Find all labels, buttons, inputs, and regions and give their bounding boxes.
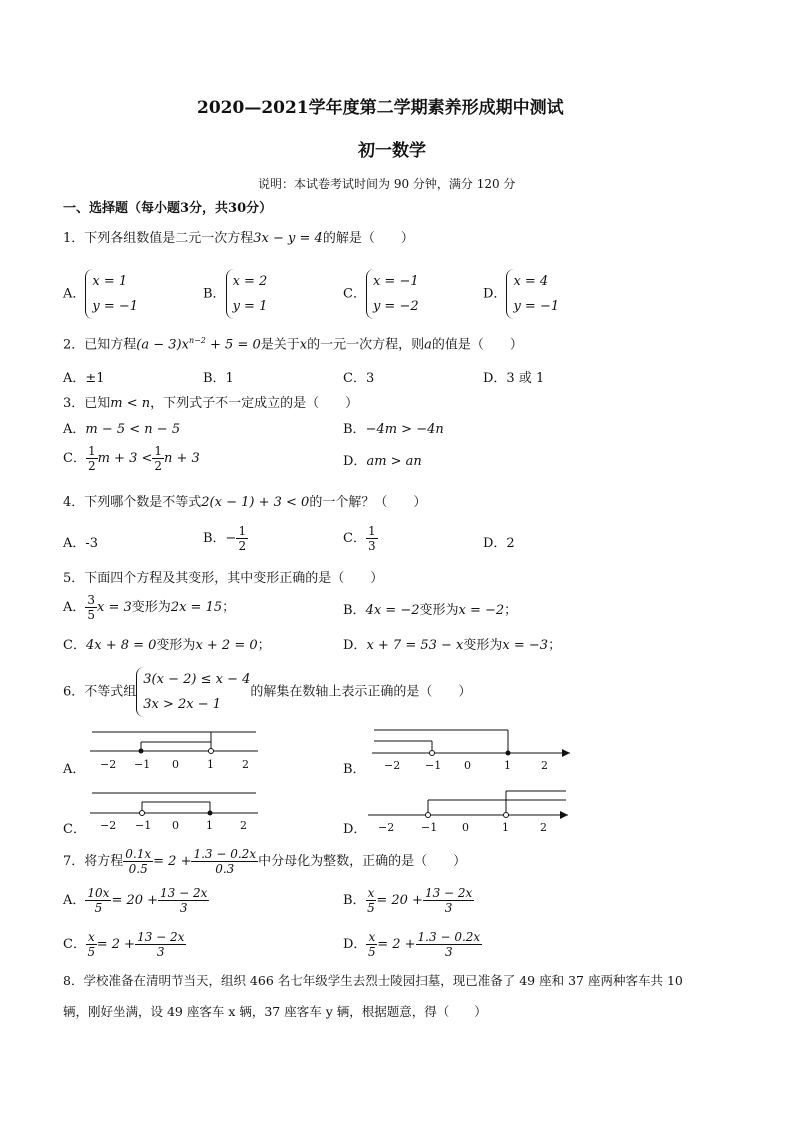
q3-option-a-expr: m − 5 < n − 5 bbox=[85, 422, 181, 437]
q5-option-c-label: C． bbox=[63, 638, 86, 653]
q5-b-eq: 4x = −2 bbox=[365, 603, 420, 618]
q7-b-num1: x bbox=[367, 886, 375, 900]
q3-stem-a: 3．已知 bbox=[63, 396, 111, 411]
q7-frac2-num: 1.3 − 0.2x bbox=[193, 847, 257, 861]
tick-label: −2 bbox=[100, 758, 117, 771]
q2-var-a: a bbox=[424, 337, 432, 353]
q7-b-den2: 3 bbox=[444, 901, 453, 915]
q3-option-b bbox=[343, 423, 444, 436]
q4-stem-a: 4．下列哪个数是不等式 bbox=[63, 495, 202, 510]
q3-condition: m < n bbox=[110, 396, 151, 411]
q5-a-num: 3 bbox=[87, 593, 96, 607]
q6-line-2: 3x > 2x − 1 bbox=[143, 697, 222, 712]
q5-c-text: 变形为 bbox=[156, 638, 196, 653]
q5-option-b bbox=[343, 604, 517, 617]
number-line-a-ticks bbox=[100, 758, 249, 771]
q4-b-den: 2 bbox=[238, 539, 247, 553]
q7-d-num2: 1.3 − 0.2x bbox=[417, 930, 481, 944]
q6-option-c-label: C． bbox=[63, 822, 86, 837]
q1-a-y: y = −1 bbox=[92, 299, 139, 314]
q6-option-a-label: A． bbox=[63, 762, 86, 777]
q3-c-frac2-den: 2 bbox=[154, 459, 163, 473]
tick-label: 1 bbox=[207, 758, 214, 771]
q3-c-frac1-num: 1 bbox=[87, 444, 96, 458]
q3-option-b-label: B． bbox=[343, 422, 366, 437]
tick-label: −1 bbox=[135, 819, 152, 832]
q2-stem-d: 的值是（ ） bbox=[431, 337, 523, 353]
q3-option-d bbox=[343, 455, 422, 468]
q7-option-a bbox=[63, 887, 209, 914]
q7-d-mid: = 2 + bbox=[377, 937, 416, 952]
q7-b-den1: 5 bbox=[367, 901, 375, 915]
q7-c-mid: = 2 + bbox=[96, 937, 136, 952]
tick-label: 1 bbox=[502, 821, 509, 834]
q5-d-text: 变形为 bbox=[463, 638, 503, 653]
q1-stem-a: 1．下列各组数值是二元一次方程 bbox=[63, 231, 254, 246]
q5-c-eq: 4x + 8 = 0 bbox=[85, 638, 157, 653]
q4-b-num: 1 bbox=[238, 524, 247, 538]
tick-label: −2 bbox=[378, 821, 395, 834]
q3-option-c-left: m + 3 < bbox=[97, 451, 153, 466]
tick-label: −2 bbox=[384, 759, 401, 772]
q5-a-result: 2x = 15 bbox=[170, 600, 223, 615]
tick-label: 1 bbox=[206, 819, 213, 832]
q5-b-end: ； bbox=[504, 603, 518, 618]
q4-option-c bbox=[343, 525, 378, 552]
q5-a-den: 5 bbox=[87, 608, 96, 622]
question-7-stem bbox=[63, 848, 466, 875]
number-line-d bbox=[366, 786, 581, 838]
question-1-stem bbox=[63, 232, 414, 245]
exam-title: 2020—2021学年度第二学期素养形成期中测试 bbox=[197, 98, 564, 118]
q7-stem-b: 中分母化为整数，正确的是（ ） bbox=[258, 854, 467, 869]
q2-option-c: C．3 bbox=[343, 371, 375, 386]
q1-option-c bbox=[343, 269, 419, 319]
q7-c-num2: 13 − 2x bbox=[137, 930, 185, 944]
q1-option-b bbox=[203, 269, 267, 319]
q5-option-a bbox=[63, 594, 235, 621]
q7-frac1-den: 0.5 bbox=[128, 862, 148, 876]
tick-label: −1 bbox=[421, 821, 438, 834]
q7-c-den2: 3 bbox=[156, 945, 165, 959]
q7-a-mid: = 20 + bbox=[111, 893, 159, 908]
q2-stem-a: 2．已知方程 bbox=[63, 337, 137, 353]
q4-option-c-label: C． bbox=[343, 531, 366, 546]
q7-option-c bbox=[63, 931, 186, 958]
q2-option-a: A．±1 bbox=[63, 371, 105, 386]
question-4-stem bbox=[63, 496, 426, 509]
q7-a-den1: 5 bbox=[94, 901, 103, 915]
q2-option-b: B．1 bbox=[203, 371, 234, 386]
q1-b-x: x = 2 bbox=[232, 274, 268, 289]
number-line-c-ticks bbox=[100, 819, 247, 832]
q1-option-d-label: D． bbox=[483, 286, 507, 302]
tick-label: −1 bbox=[134, 758, 151, 771]
q4-inequality: 2(x − 1) + 3 < 0 bbox=[201, 495, 310, 510]
q4-c-num: 1 bbox=[367, 524, 376, 538]
q7-a-num2: 13 − 2x bbox=[160, 886, 208, 900]
question-8-line-2: 辆，刚好坐满，设 49 座客车 x 辆，37 座客车 y 辆，根据题意，得（ ） bbox=[63, 1004, 487, 1019]
q1-option-b-label: B． bbox=[203, 286, 226, 302]
question-8-line-1: 8．学校准备在清明节当天，组织 466 名七年级学生去烈士陵园扫墓，现已准备了 49 座和 37 座两种客车共 10 bbox=[63, 973, 683, 988]
q3-stem-b: ，下列式子不一定成立的是（ ） bbox=[150, 396, 359, 411]
q3-option-c bbox=[63, 445, 200, 472]
q3-option-b-expr: −4m > −4n bbox=[365, 422, 444, 437]
q7-b-num2: 13 − 2x bbox=[424, 886, 473, 900]
q5-a-end: ； bbox=[222, 600, 236, 615]
q4-c-den: 3 bbox=[367, 539, 376, 553]
q5-c-end: ； bbox=[257, 638, 271, 653]
tick-label: 2 bbox=[240, 819, 247, 832]
q6-line-1: 3(x − 2) ≤ x − 4 bbox=[143, 672, 251, 687]
q3-option-a-label: A． bbox=[63, 422, 86, 437]
q5-d-end: ； bbox=[548, 638, 562, 653]
q5-d-eq: x + 7 = 53 − x bbox=[366, 638, 464, 653]
tick-label: 0 bbox=[172, 758, 179, 771]
q7-a-num1: 10x bbox=[87, 886, 110, 900]
q3-option-c-label: C． bbox=[63, 451, 86, 466]
tick-label: 0 bbox=[464, 759, 471, 772]
q5-b-text: 变形为 bbox=[419, 603, 459, 618]
q5-b-result: x = −2 bbox=[458, 603, 505, 618]
q4-option-b bbox=[203, 525, 248, 552]
exam-note: 说明：本试卷考试时间为 90 分钟，满分 120 分 bbox=[258, 177, 516, 191]
q6-option-d-label: D． bbox=[343, 822, 367, 837]
q1-c-y: y = −2 bbox=[372, 299, 419, 314]
q2-stem-b: 是关于 bbox=[260, 337, 300, 353]
number-line-b bbox=[370, 722, 585, 774]
tick-label: 2 bbox=[242, 758, 249, 771]
q7-d-den1: 5 bbox=[368, 945, 376, 959]
tick-label: 2 bbox=[541, 759, 548, 772]
q3-option-a bbox=[63, 423, 180, 436]
q5-option-d-label: D． bbox=[343, 638, 367, 653]
q5-option-b-label: B． bbox=[343, 603, 366, 618]
q1-d-x: x = 4 bbox=[513, 274, 549, 289]
q2-eq-b: + 5 = 0 bbox=[205, 337, 261, 353]
q2-exponent: n−2 bbox=[188, 336, 206, 345]
q3-c-frac2-num: 1 bbox=[154, 444, 163, 458]
q1-option-a-label: A． bbox=[63, 286, 86, 302]
q7-frac2-den: 0.3 bbox=[215, 862, 235, 876]
q5-c-result: x + 2 = 0 bbox=[195, 638, 258, 653]
q7-option-b-label: B． bbox=[343, 893, 366, 908]
q5-option-d bbox=[343, 639, 561, 652]
question-2-stem bbox=[63, 337, 523, 351]
q6-stem-a: 6．不等式组 bbox=[63, 684, 137, 700]
q7-a-den2: 3 bbox=[179, 901, 188, 915]
q1-b-y: y = 1 bbox=[232, 299, 268, 314]
q2-var-x: x bbox=[299, 337, 308, 353]
section-heading: 一、选择题（每小题3分，共30分） bbox=[63, 201, 273, 216]
q1-c-x: x = −1 bbox=[372, 274, 419, 289]
number-line-c bbox=[88, 788, 263, 836]
q5-option-c bbox=[63, 639, 271, 652]
tick-label: 2 bbox=[540, 821, 547, 834]
tick-label: 1 bbox=[504, 759, 511, 772]
q1-equation: 3x − y = 4 bbox=[253, 231, 323, 246]
q1-d-y: y = −1 bbox=[513, 299, 560, 314]
q4-option-d: D．2 bbox=[483, 536, 515, 551]
q3-c-frac1-den: 2 bbox=[87, 459, 96, 473]
q1-a-x: x = 1 bbox=[92, 274, 128, 289]
q7-mid: = 2 + bbox=[153, 854, 192, 869]
exam-subtitle: 初一数学 bbox=[358, 141, 426, 161]
q7-c-den1: 5 bbox=[87, 945, 96, 959]
q1-option-d bbox=[483, 269, 559, 319]
tick-label: 0 bbox=[462, 821, 469, 834]
q5-a-text: 变形为 bbox=[131, 600, 171, 615]
q5-option-a-label: A． bbox=[63, 600, 86, 615]
q7-d-den2: 3 bbox=[445, 945, 453, 959]
q7-option-a-label: A． bbox=[63, 893, 86, 908]
q7-c-num1: x bbox=[87, 930, 95, 944]
q2-option-d: D．3 或 1 bbox=[483, 371, 545, 386]
number-line-b-ticks bbox=[384, 759, 548, 772]
q6-stem-b: 的解集在数轴上表示正确的是（ ） bbox=[250, 684, 472, 700]
question-3-stem bbox=[63, 397, 358, 410]
q3-option-d-expr: am > an bbox=[366, 454, 422, 469]
q7-stem-a: 7．将方程 bbox=[63, 854, 124, 869]
tick-label: −1 bbox=[425, 759, 442, 772]
tick-label: 0 bbox=[172, 819, 179, 832]
q7-option-d-label: D． bbox=[343, 937, 367, 952]
q1-option-a bbox=[63, 269, 138, 319]
question-6-stem bbox=[63, 667, 471, 717]
q5-d-result: x = −3 bbox=[502, 638, 549, 653]
q7-option-b bbox=[343, 887, 474, 914]
q3-option-c-right: n + 3 bbox=[164, 451, 200, 466]
q2-stem-c: 的一元一次方程，则 bbox=[307, 337, 425, 353]
q3-option-d-label: D． bbox=[343, 454, 367, 469]
q4-stem-b: 的一个解？（ ） bbox=[309, 495, 427, 510]
q4-option-a: A．-3 bbox=[63, 536, 99, 551]
q7-b-mid: = 20 + bbox=[376, 893, 423, 908]
q7-option-d bbox=[343, 931, 482, 958]
number-line-a bbox=[88, 728, 263, 776]
q7-frac1-num: 0.1x bbox=[125, 847, 152, 861]
question-5-stem: 5．下面四个方程及其变形，其中变形正确的是（ ） bbox=[63, 571, 384, 586]
q4-option-b-label: B．− bbox=[203, 531, 237, 546]
q1-stem-b: 的解是（ ） bbox=[322, 231, 414, 246]
q5-a-eq: x = 3 bbox=[97, 600, 132, 615]
q2-eq: (a − 3)x bbox=[136, 337, 189, 353]
q1-option-c-label: C． bbox=[343, 286, 366, 302]
tick-label: −2 bbox=[100, 819, 117, 832]
q7-option-c-label: C． bbox=[63, 937, 86, 952]
q7-d-num1: x bbox=[368, 930, 376, 944]
q6-option-b-label: B． bbox=[343, 762, 366, 777]
number-line-d-ticks bbox=[378, 821, 547, 834]
